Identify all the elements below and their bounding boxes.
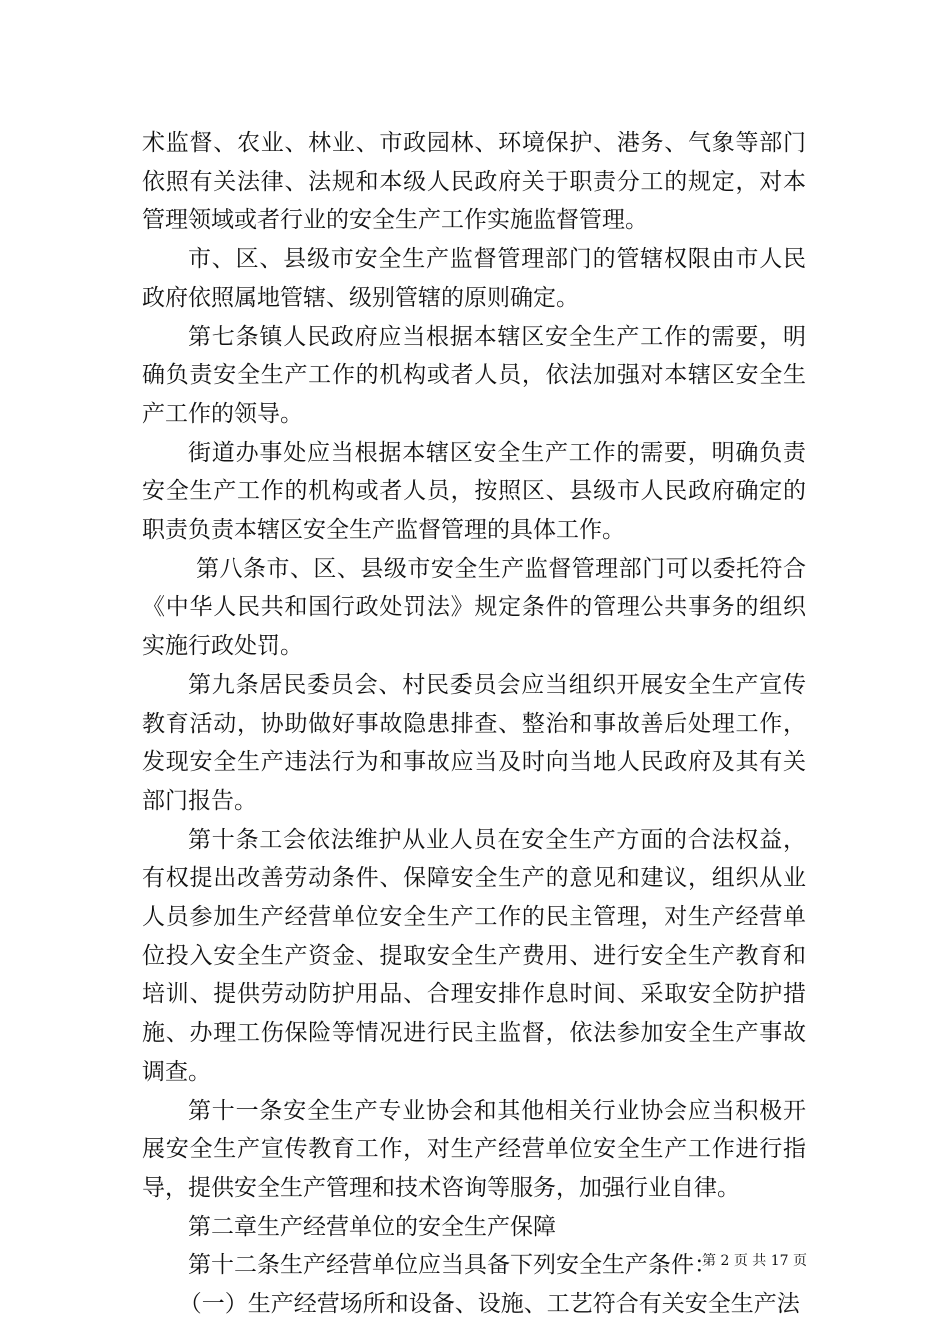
paragraph-article-12: 第十二条生产经营单位应当具备下列安全生产条件： bbox=[188, 1252, 717, 1279]
paragraph-jurisdiction: 市、区、县级市安全生产监督管理部门的管辖权限由市人民政府依照属地管辖、级别管辖的原则确定。 bbox=[142, 246, 806, 311]
page-number: 第 2 页 共 17 页 bbox=[702, 1253, 807, 1269]
paragraph-article-9: 第九条居民委员会、村民委员会应当组织开展安全生产宣传教育活动，协助做好事故隐患排查、整治和事故善后处理工作，发现安全生产违法行为和事故应当及时向当地人民政府及其有关部门报告。 bbox=[142, 671, 806, 814]
paragraph-continuation: 术监督、农业、林业、市政园林、环境保护、港务、气象等部门依照有关法律、法规和本级人民政府关于职责分工的规定，对本管理领域或者行业的安全生产工作实施监督管理。 bbox=[142, 130, 806, 234]
list-item-1: （一）生产经营场所和设备、设施、工艺符合有关安全生产法 bbox=[178, 1291, 800, 1318]
paragraph-subdistrict-office: 街道办事处应当根据本辖区安全生产工作的需要，明确负责安全生产工作的机构或者人员，按照区、县级市人民政府确定的职责负责本辖区安全生产监督管理的具体工作。 bbox=[142, 439, 806, 544]
document-body bbox=[142, 124, 806, 1324]
paragraph-article-11: 第十一条安全生产专业协会和其他相关行业协会应当积极开展安全生产宣传教育工作，对生产经营单位安全生产工作进行指导，提供安全生产管理和技术咨询等服务，加强行业自律。 bbox=[142, 1097, 806, 1201]
paragraph-article-7: 第七条镇人民政府应当根据本辖区安全生产工作的需要，明确负责安全生产工作的机构或者人员，依法加强对本辖区安全生产工作的领导。 bbox=[142, 323, 806, 427]
paragraph-article-10: 第十条工会依法维护从业人员在安全生产方面的合法权益，有权提出改善劳动条件、保障安全生产的意见和建议，组织从业人员参加生产经营单位安全生产工作的民主管理，对生产经营单位投入安全生产资金、提取安全生产费用、进行安全生产教育和培训、提供劳动防护用品、合理安排作息时间、采取安全防护措施、办理工伤保险等情况进行民主监督，依法参加安全生产事故调查。 bbox=[142, 826, 806, 1085]
chapter-heading: 第二章生产经营单位的安全生产保障 bbox=[188, 1213, 556, 1240]
paragraph-article-8: 第八条市、区、县级市安全生产监督管理部门可以委托符合《中华人民共和国行政处罚法》规定条件的管理公共事务的组织实施行政处罚。 bbox=[142, 555, 806, 660]
